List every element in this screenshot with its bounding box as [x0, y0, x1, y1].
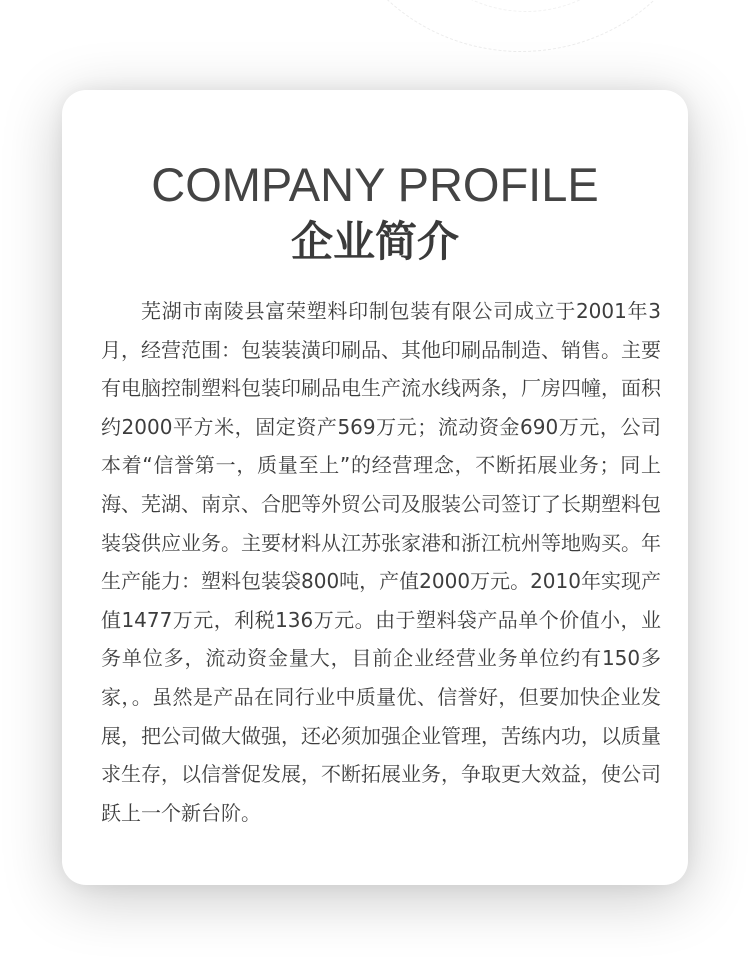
- title-english: COMPANY PROFILE: [151, 158, 599, 211]
- title-chinese: 企业简介: [290, 217, 459, 266]
- company-introduction-text: 芜湖市南陵县富荣塑料印制包装有限公司成立于2001年3月，经营范围：包装装潢印刷品、其他印刷品制造、销售。主要有电脑控制塑料包装印刷品电生产流水线两条，厂房四幢，面积约2000平方米，固定资产569万元；流动资金690万元，公司本着“信誉第一，质量至上”的经营理念，不断拓展业务；同上海、芜湖、南京、合肥等外贸公司及服装公司签订了长期塑料包装袋供应业务。主要材料从江苏张家港和浙江杭州等地购买。年生产能力：塑料包装袋800吨，产值2000万元。2010年实现产值1477万元，利税136万元。由于塑料袋产品单个价值小，业务单位多，流动资金量大，目前企业经营业务单位约有150多家，。虽然是产品在同行业中质量优、信誉好，但要加快企业发展，把公司做大做强，还必须加强企业管理，苦练内功，以质量求生存，以信誉促发展，不断拓展业务，争取更大效益，使公司跃上一个新台阶。: [101, 299, 661, 825]
